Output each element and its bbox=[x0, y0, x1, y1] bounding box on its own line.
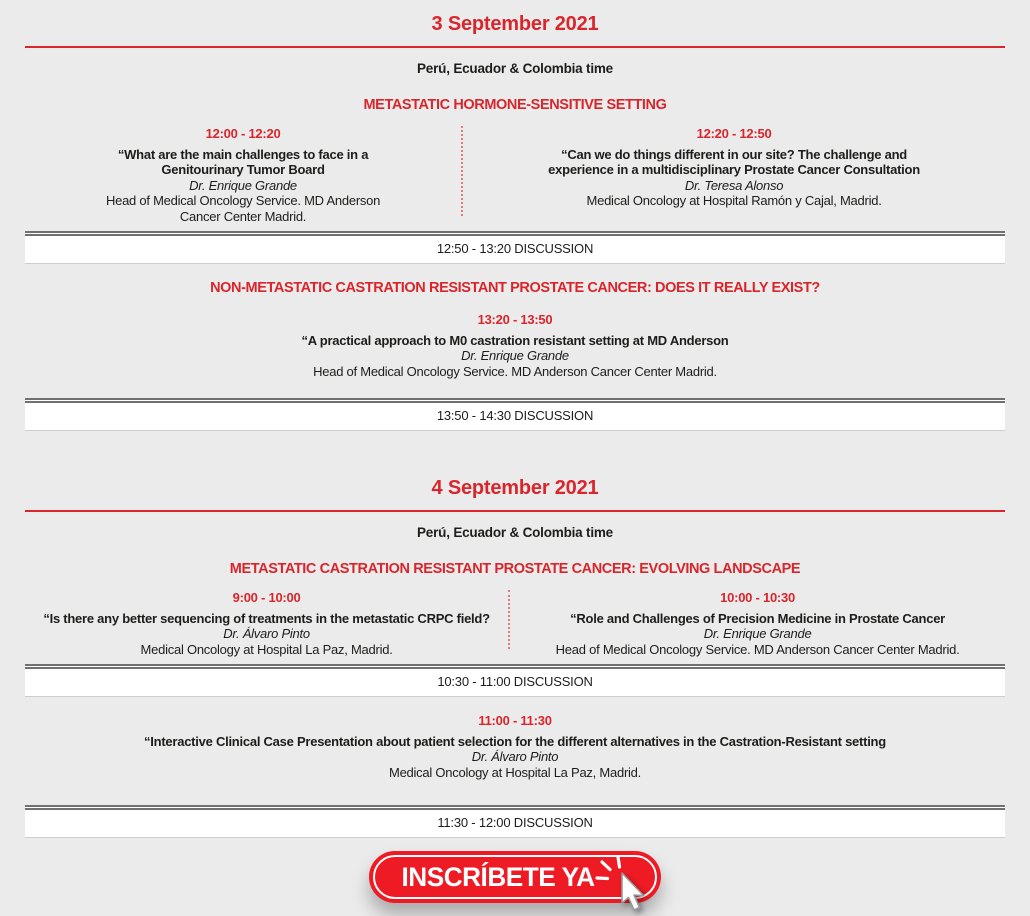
discussion-label: 12:50 - 13:20 DISCUSSION bbox=[436, 241, 594, 256]
discussion-bar bbox=[25, 664, 1005, 697]
day2-track1-heading: METASTATIC CASTRATION RESISTANT PROSTATE CANCER: EVOLVING LANDSCAPE bbox=[229, 561, 801, 577]
session-time: 13:20 - 13:50 bbox=[477, 312, 553, 327]
discussion-bar bbox=[25, 231, 1005, 264]
register-button-label: INSCRÍBETE YA bbox=[401, 861, 596, 892]
session-time: 10:00 - 10:30 bbox=[720, 590, 795, 605]
session-title: “Can we do things different in our site? The challenge and experience in a multidisciplinary Prostate Cancer Consultation bbox=[548, 146, 920, 177]
session-speaker: Dr. Teresa Alonso bbox=[684, 177, 784, 193]
click-spark-icon bbox=[597, 857, 620, 879]
day1-title: 3 September 2021 bbox=[431, 13, 599, 35]
discussion-bar bbox=[25, 398, 1005, 431]
session-speaker: Dr. Álvaro Pinto bbox=[471, 749, 559, 764]
session-time: 11:00 - 11:30 bbox=[478, 713, 552, 728]
day1-track2-heading: NON-METASTATIC CASTRATION RESISTANT PROSTATE CANCER: DOES IT REALLY EXIST? bbox=[210, 280, 820, 296]
session-block-day2-1 bbox=[25, 590, 508, 657]
session-title: “Interactive Clinical Case Presentation about patient selection for the different alternatives in the Castration-Resistant setting bbox=[144, 733, 886, 749]
session-affiliation: Medical Oncology at Hospital Ramón y Cajal, Madrid. bbox=[586, 193, 882, 208]
register-button[interactable] bbox=[369, 851, 661, 903]
day1-timezone: Perú, Ecuador & Colombia time bbox=[417, 61, 613, 76]
day1-columns bbox=[25, 126, 1005, 224]
session-block-day1-1 bbox=[25, 126, 461, 224]
discussion-bar bbox=[25, 805, 1005, 838]
session-affiliation: Head of Medical Oncology Service. MD Anderson Cancer Center Madrid. bbox=[105, 193, 381, 224]
session-block-day2-2 bbox=[510, 590, 1005, 657]
session-affiliation: Head of Medical Oncology Service. MD Anderson Cancer Center Madrid. bbox=[313, 363, 717, 379]
discussion-label: 11:30 - 12:00 DISCUSSION bbox=[437, 815, 593, 830]
discussion-label: 10:30 - 11:00 DISCUSSION bbox=[437, 674, 593, 689]
session-speaker: Dr. Enrique Grande bbox=[461, 348, 569, 363]
session-block-day1-2 bbox=[463, 126, 1005, 224]
session-speaker: Dr. Enrique Grande bbox=[189, 177, 297, 193]
session-speaker: Dr. Álvaro Pinto bbox=[223, 626, 310, 641]
day2-title: 4 September 2021 bbox=[431, 477, 599, 499]
discussion-label: 13:50 - 14:30 DISCUSSION bbox=[436, 408, 594, 423]
day2-columns bbox=[25, 590, 1005, 657]
click-cursor-icon bbox=[591, 854, 675, 916]
day2-red-rule bbox=[25, 510, 1005, 512]
session-title: “What are the main challenges to face in a Genitourinary Tumor Board bbox=[117, 146, 369, 177]
session-speaker: Dr. Enrique Grande bbox=[703, 626, 812, 641]
day1-section bbox=[25, 0, 1005, 431]
session-time: 12:00 - 12:20 bbox=[205, 126, 281, 141]
day2-timezone: Perú, Ecuador & Colombia time bbox=[417, 525, 613, 540]
cursor-arrow-icon bbox=[622, 873, 644, 910]
session-block-day2-3 bbox=[25, 713, 1005, 780]
session-title: “Role and Challenges of Precision Medicine in Prostate Cancer bbox=[570, 610, 945, 626]
day2-section bbox=[25, 431, 1005, 838]
session-time: 9:00 - 10:00 bbox=[232, 590, 301, 605]
session-time: 12:20 - 12:50 bbox=[696, 126, 772, 141]
session-title: “A practical approach to M0 castration resistant setting at MD Anderson bbox=[301, 332, 729, 348]
session-affiliation: Medical Oncology at Hospital La Paz, Madrid. bbox=[140, 641, 393, 657]
day1-track1-heading: METASTATIC HORMONE-SENSITIVE SETTING bbox=[363, 97, 667, 113]
day1-red-rule bbox=[25, 46, 1005, 48]
session-affiliation: Medical Oncology at Hospital La Paz, Madrid. bbox=[388, 764, 641, 780]
session-block-day1-3 bbox=[25, 312, 1005, 379]
session-title: “Is there any better sequencing of treatments in the metastatic CRPC field? bbox=[43, 610, 490, 626]
session-affiliation: Head of Medical Oncology Service. MD Anderson Cancer Center Madrid. bbox=[555, 641, 960, 657]
